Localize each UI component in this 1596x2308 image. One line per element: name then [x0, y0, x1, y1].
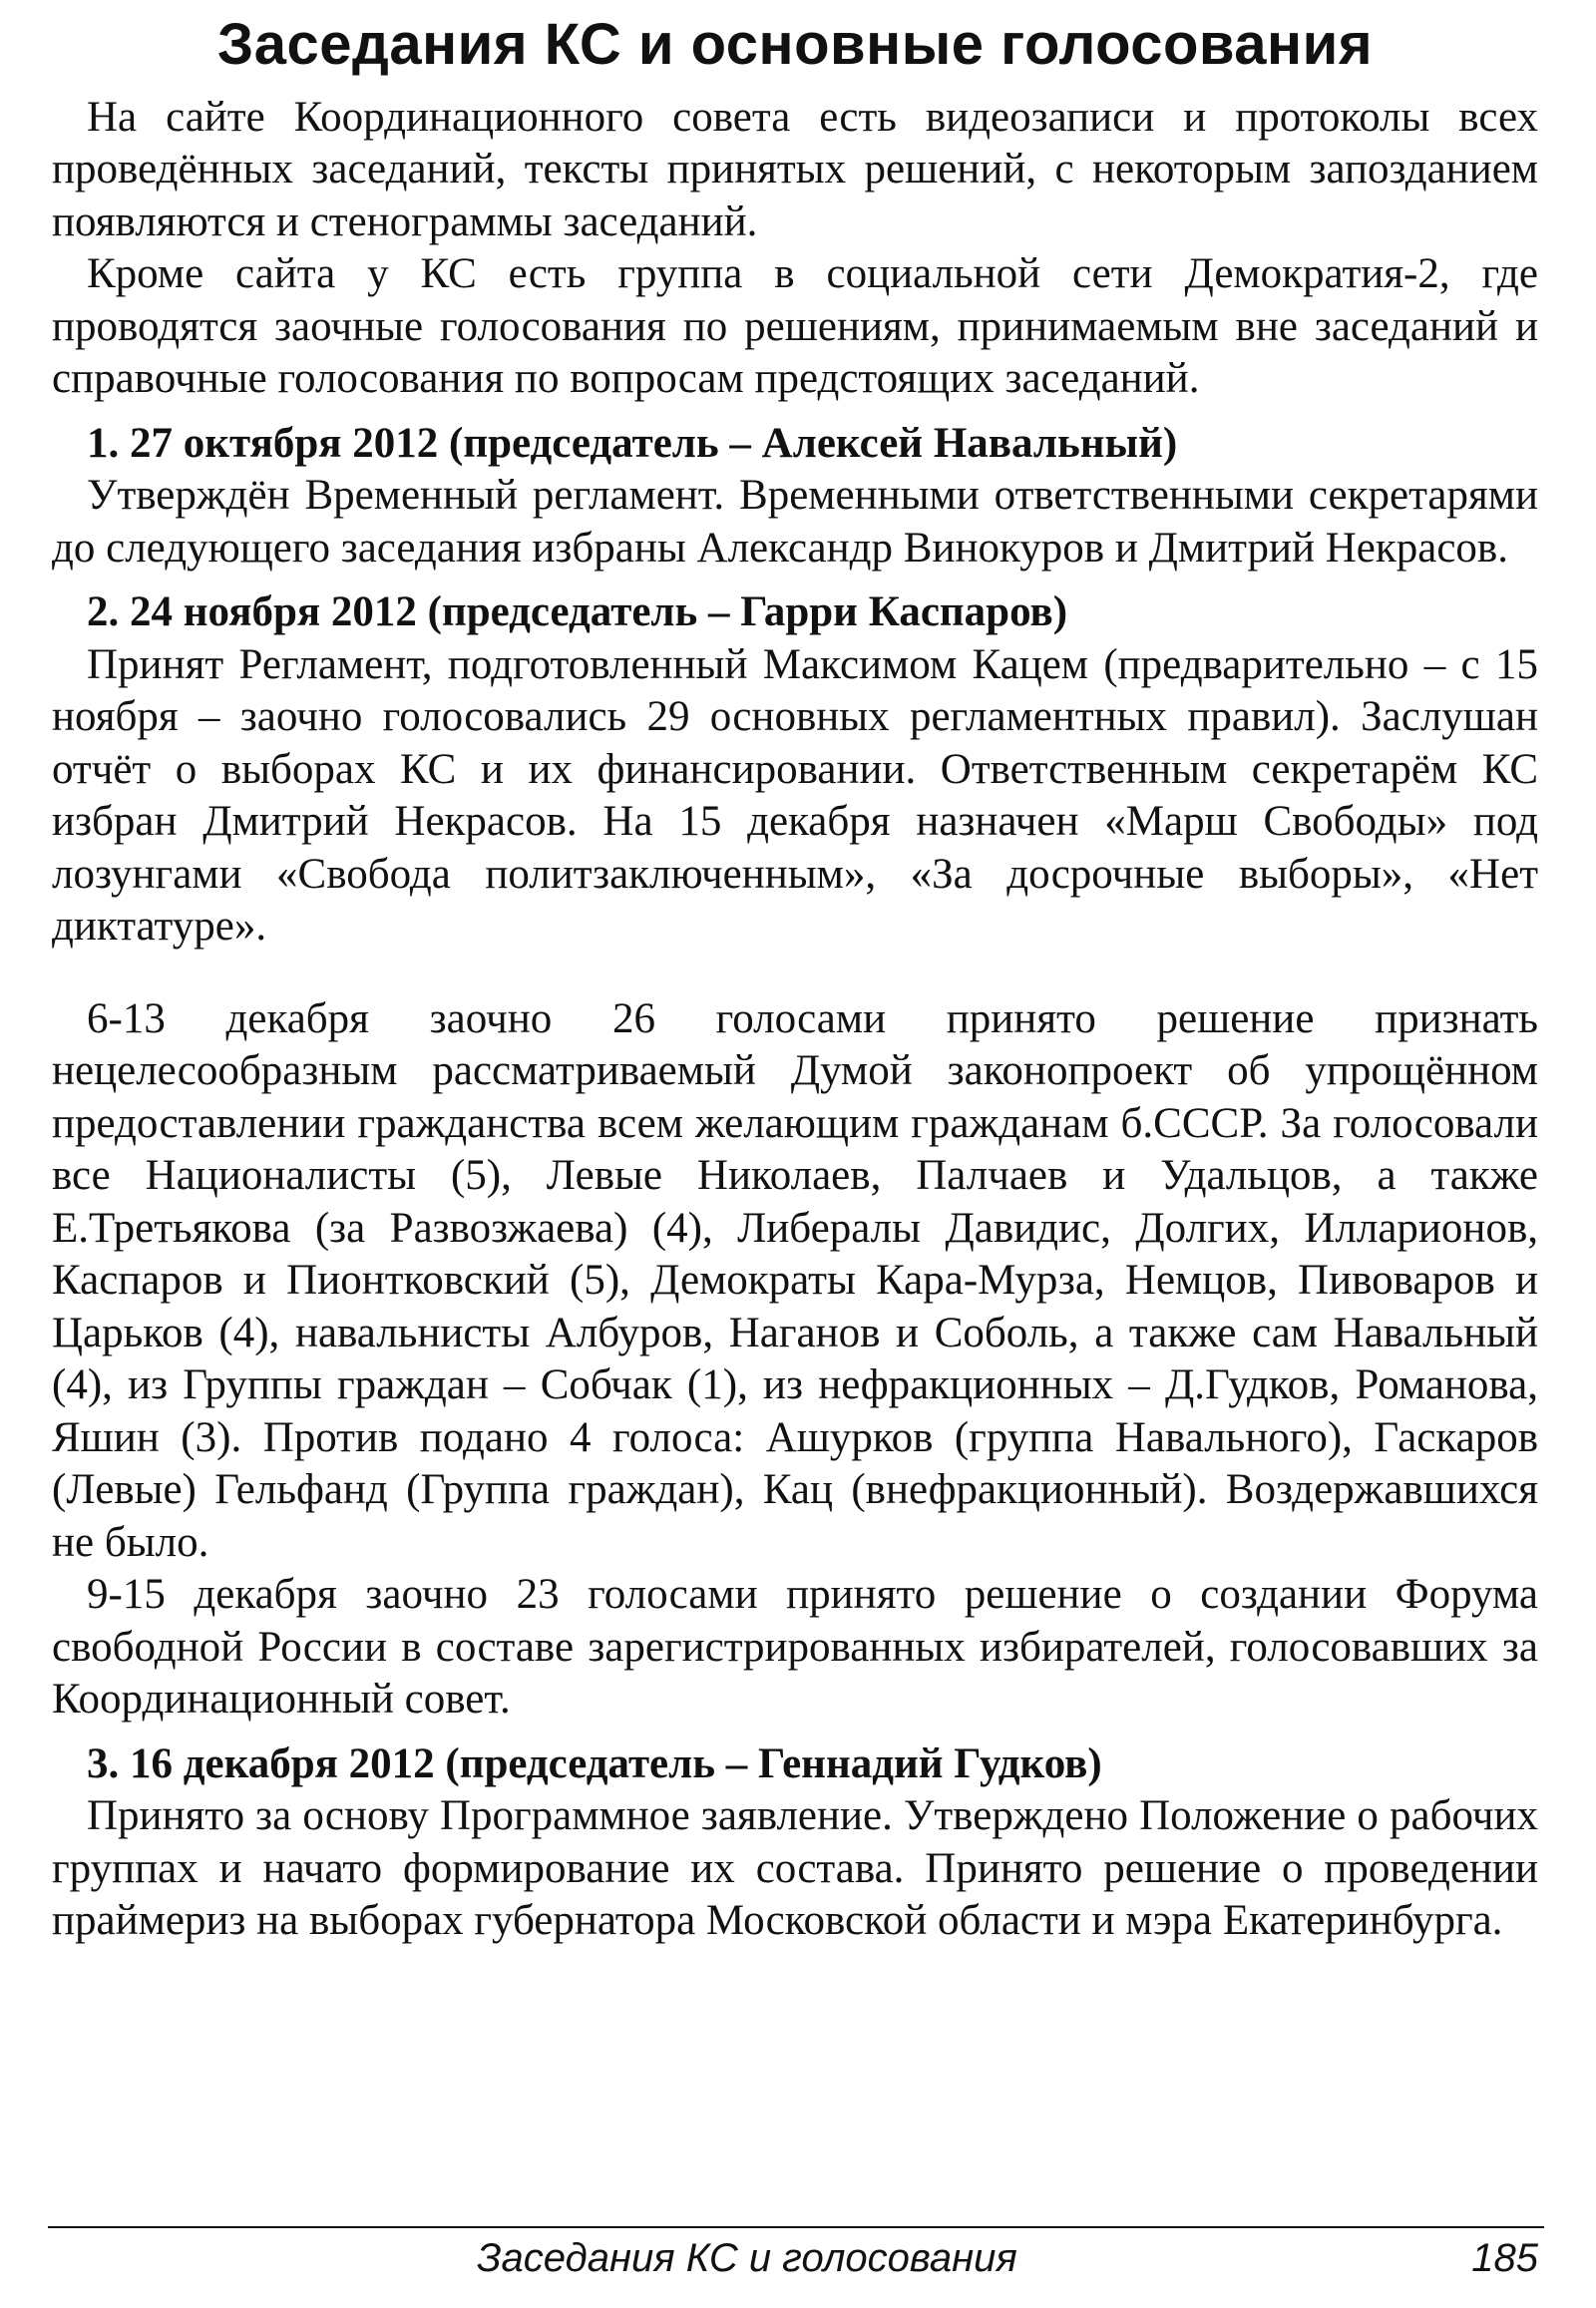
meeting-paragraph: Утверждён Временный регламент. Временными ответственными секретарями до следующего заседания избраны Александр Винокуров и Дмитрий Некрасов.: [52, 472, 1538, 572]
intro-paragraph: Кроме сайта у КС есть группа в социальной сети Демократия-2, где проводятся заочные голосования по решениям, принимаемым вне заседаний и справочные голосования по вопросам предстоящих заседаний.: [52, 250, 1538, 403]
page-footer: [48, 2232, 1544, 2292]
meeting-paragraph: 9-15 декабря заочно 23 голосами принято решение о создании Форума свободной России в составе зарегистрированных избирателей, голосовавших за Координационный совет.: [52, 1571, 1538, 1724]
page-title: Заседания КС и основные голосования: [216, 12, 1374, 77]
page-number: 185: [1471, 2236, 1538, 2280]
meeting-heading: 2. 24 ноября 2012 (председатель – Гарри Каспаров): [87, 588, 1068, 636]
meeting-paragraph: Принято за основу Программное заявление. Утверждено Положение о рабочих группах и начато формирование их состава. Принято решение о проведении праймериз на выборах губернатора Московской области и мэра Екатеринбурга.: [52, 1792, 1538, 1945]
meeting-heading: 1. 27 октября 2012 (председатель – Алексей Навальный): [87, 419, 1178, 467]
intro-paragraph: На сайте Координационного совета есть видеозаписи и протоколы всех проведённых заседаний, тексты принятых решений, с некоторым запозданием появляются и стенограммы заседаний.: [52, 93, 1538, 245]
meeting-paragraph: Принят Регламент, подготовленный Максимом Кацем (предварительно – с 15 ноября – заочно голосовались 29 основных регламентных правил). Заслушан отчёт о выборах КС и их финансировании. Ответственным секретарём КС избран Дмитрий Некрасов. На 15 декабря назначен «Марш Свободы» под лозунгами «Свобода политзаключенным», «За досрочные выборы», «Нет диктатуре».: [52, 640, 1538, 951]
paragraph-spacer: [52, 954, 1538, 993]
footer-section-title: Заседания КС и голосования: [477, 2236, 1017, 2280]
meeting-heading: 3. 16 декабря 2012 (председатель – Геннадий Гудков): [87, 1739, 1102, 1787]
page-body: [52, 10, 1538, 1948]
footer-divider: [48, 2226, 1544, 2228]
meeting-paragraph: 6-13 декабря заочно 26 голосами принято решение признать нецелесообразным рассматриваемый Думой законопроект об упрощённом предоставлении гражданства всем желающим гражданам б.СССР. За голосовали все Националисты (5), Левые Николаев, Палчаев и Удальцов, а также Е.Третьякова (за Развозжаева) (4), Либералы Давидис, Долгих, Илларионов, Каспаров и Пионтковский (5), Демократы Кара-Мурза, Немцов, Пивоваров и Царьков (4), навальнисты Албуров, Наганов и Соболь, а также сам Навальный (4), из Группы граждан – Собчак (1), из нефракционных – Д.Гудков, Романова, Яшин (3). Против подано 4 голоса: Ашурков (группа Навального), Гаскаров (Левые) Гельфанд (Группа граждан), Кац (внефракционный). Воздержавшихся не было.: [52, 994, 1538, 1566]
